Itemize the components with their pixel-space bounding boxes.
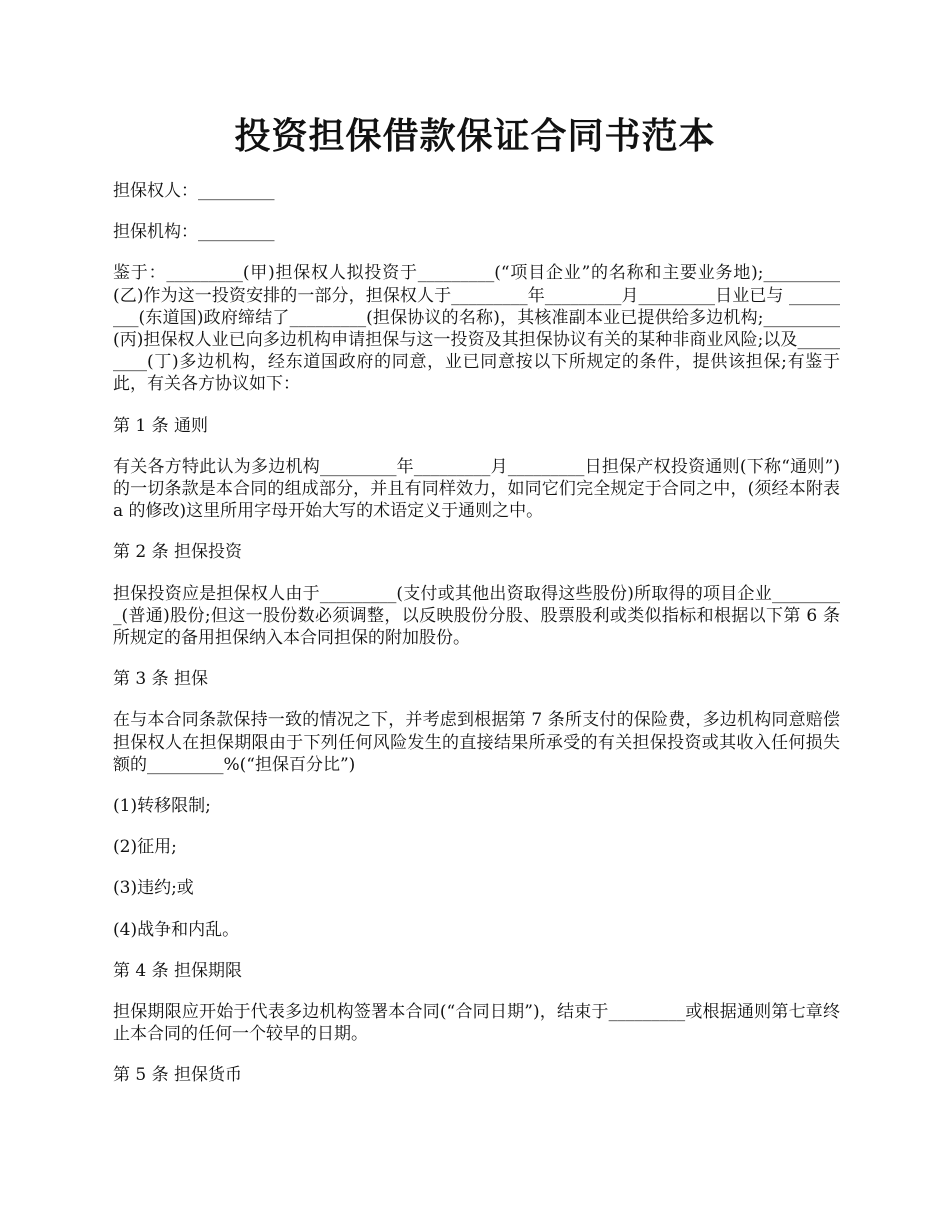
guarantee-agency-line: 担保机构：_________ [113, 222, 275, 243]
whereas-paragraph: 鉴于：_________(甲)担保权人拟投资于_________(“项目企业”的名称和主要业务地);_________(乙)作为这一投资安排的一部分，担保权人于_________年_________月_________日业已与 _________(东道国)政府缔结了_________(担保协议的名称)，其核准副本业已提供给多边机构;_________(丙)担保权人业已向多边机构申请担保与这一投资及其担保协议有关的某种非商业风险;以及_________(丁)多边机构，经东道国政府的同意，业已同意按以下所规定的条件，提供该担保;有鉴于此，有关各方协议如下： [113, 263, 840, 395]
article-1-text: 有关各方特此认为多边机构_________年_________月_________日担保产权投资通则(下称“通则”)的一切条款是本合同的组成部分，并且有同样效力，如同它们完全规定于合同之中，(须经本附表 a 的修改)这里所用字母开始大写的术语定义于通则之中。 [113, 456, 840, 522]
article-3-heading: 第 3 条 担保 [113, 669, 209, 690]
article-5-heading: 第 5 条 担保货币 [113, 1065, 243, 1086]
risk-item-1: (1)转移限制; [113, 796, 211, 817]
guarantee-holder-line: 担保权人：_________ [113, 181, 275, 201]
article-2-heading: 第 2 条 担保投资 [113, 542, 243, 563]
article-1-heading: 第 1 条 通则 [113, 415, 209, 436]
document-body [113, 180, 840, 1106]
risk-item-2: (2)征用; [113, 837, 177, 858]
risk-item-4: (4)战争和内乱。 [113, 919, 240, 940]
document-title: 投资担保借款保证合同书范本 [234, 115, 716, 157]
article-4-text: 担保期限应开始于代表多边机构签署本合同(“合同日期”)，结束于_________或根据通则第七章终止本合同的任何一个较早的日期。 [113, 1002, 840, 1045]
article-2-text: 担保投资应是担保权人由于_________(支付或其他出资取得这些股份)所取得的项目企业_________(普通)股份;但这一股份数必须调整，以反映股份分股、股票股利或类似指标和根据以下第 6 条所规定的备用担保纳入本合同担保的附加股份。 [113, 583, 840, 649]
article-4-heading: 第 4 条 担保期限 [113, 960, 243, 981]
article-3-text: 在与本合同条款保持一致的情况之下，并考虑到根据第 7 条所支付的保险费，多边机构同意赔偿担保权人在担保期限由于下列任何风险发生的直接结果所承受的有关担保投资或其收入任何损失额的_________%(“担保百分比”) [113, 710, 840, 775]
risk-item-3: (3)违约;或 [113, 878, 194, 899]
